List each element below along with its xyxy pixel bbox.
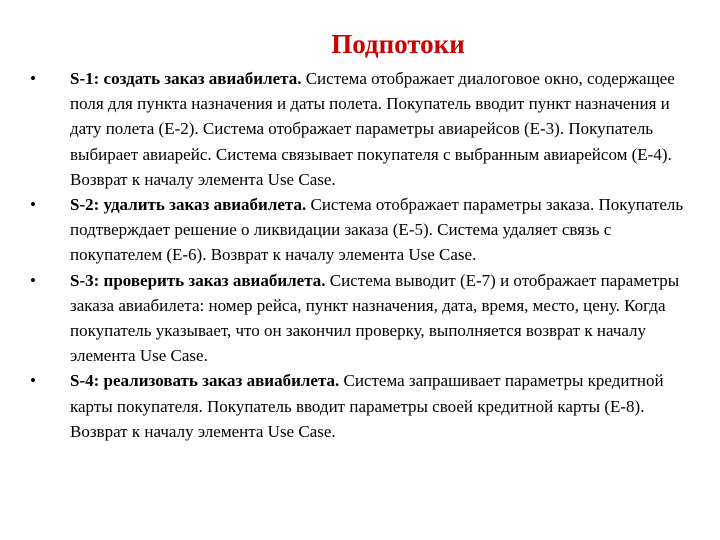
bullet-icon: • xyxy=(30,195,36,215)
subflow-description: Система запрашивает параметры кредитной карты покупателя. Покупатель вводит параметры своей кредитной карты (Е-8). Возврат к началу элемента Use Case. xyxy=(70,371,664,441)
subflow-item-s3 xyxy=(30,268,690,369)
subflow-heading: S-4: реализовать заказ авиабилета. xyxy=(70,371,340,391)
slide-title: Подпотоки xyxy=(331,29,465,59)
subflow-description: Система отображает диалоговое окно, содержащее поля для пункта назначения и даты полета. Покупатель вводит пункт назначения и дату полета (Е-2). Система отображает параметры авиарейсов (Е-3). Покупатель выбирает авиарейс. Система связывает покупателя с выбранным авиарейсом (Е-4). Возврат к началу элемента Use Case. xyxy=(70,69,675,189)
subflow-description: Система выводит (Е-7) и отображает параметры заказа авиабилета: номер рейса, пункт назначения, дата, время, место, цену. Когда покупатель указывает, что он закончил проверку, выполняется возврат к началу элемента Use Case. xyxy=(70,270,680,366)
bullet-icon: • xyxy=(30,69,36,88)
subflow-item-s2 xyxy=(30,192,690,268)
bullet-icon: • xyxy=(30,371,36,391)
subflow-item-s1 xyxy=(30,66,690,192)
subflow-item-s4 xyxy=(30,368,690,444)
subflow-list xyxy=(30,66,690,444)
subflow-heading: S-3: проверить заказ авиабилета. xyxy=(70,270,326,290)
subflow-heading: S-1: создать заказ авиабилета. xyxy=(70,69,302,88)
subflow-heading: S-2: удалить заказ авиабилета. xyxy=(70,195,307,215)
subflow-description: Система отображает параметры заказа. Покупатель подтверждает решение о ликвидации заказа (Е-5). Система удаляет связь с покупателем (Е-6). Возврат к началу элемента Use Case. xyxy=(70,195,684,265)
bullet-icon: • xyxy=(30,270,36,290)
